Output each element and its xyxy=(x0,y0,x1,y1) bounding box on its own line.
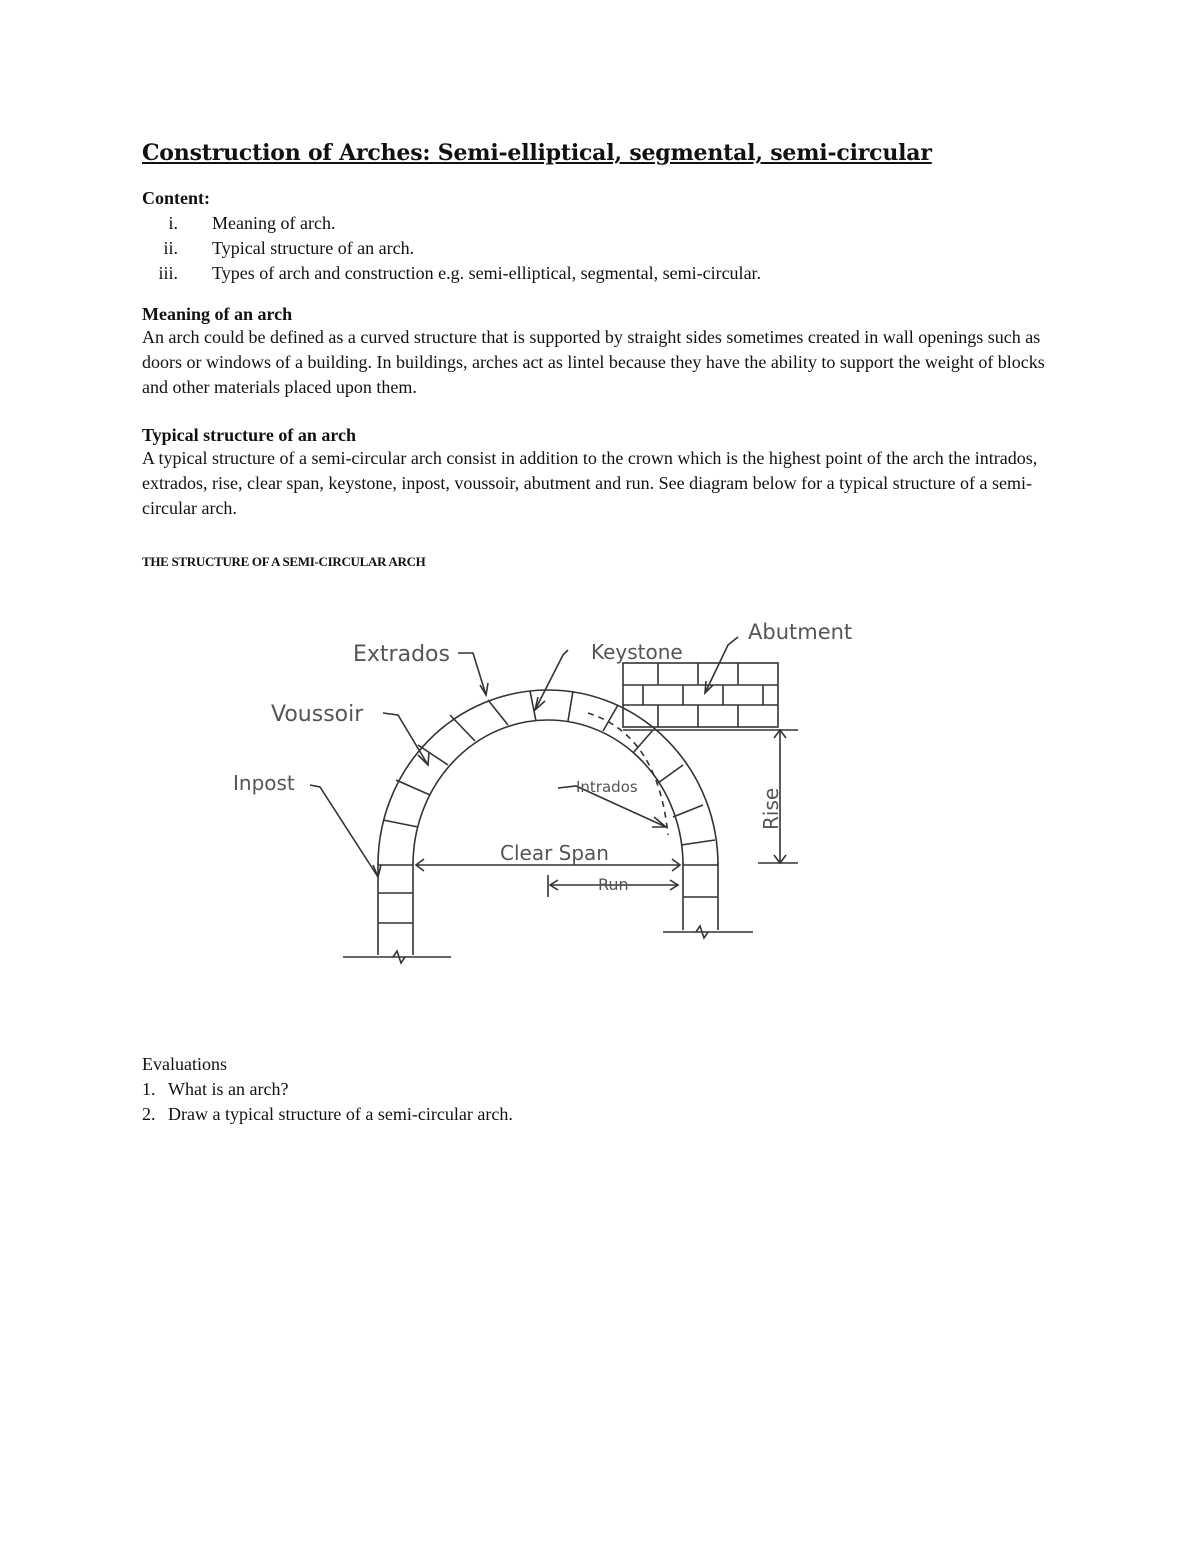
list-item-text: Types of arch and construction e.g. semi-elliptical, segmental, semi-circular. xyxy=(212,263,762,283)
evaluations-title: Evaluations xyxy=(142,1054,227,1074)
list-item xyxy=(142,261,1062,286)
label-clear-span: Clear Span xyxy=(500,841,609,865)
list-item-number: i. xyxy=(168,213,178,233)
structure-paragraph: A typical structure of a semi-circular arch consist in addition to the crown which is the highest point of the arch the intrados, extrados, rise, clear span, keystone, inpost, voussoir, abutment and run. See diagram below for a typical structure of a semi-circular arch. xyxy=(142,448,1038,518)
document-title: Construction of Arches: Semi-elliptical, segmental, semi-circular xyxy=(142,140,932,166)
label-extrados: Extrados xyxy=(353,642,450,667)
arch-diagram xyxy=(218,605,868,995)
list-item xyxy=(142,1102,513,1127)
list-item-text: Draw a typical structure of a semi-circular arch. xyxy=(168,1104,513,1124)
abutment-brickwork xyxy=(623,663,778,727)
list-item-number: ii. xyxy=(163,238,178,258)
document-body xyxy=(142,140,1062,570)
evaluations-section xyxy=(142,1052,513,1127)
list-item-text: Typical structure of an arch. xyxy=(212,238,415,258)
evaluations-list xyxy=(142,1077,513,1127)
label-keystone: Keystone xyxy=(591,640,683,664)
list-item-number: iii. xyxy=(158,263,178,283)
list-item xyxy=(142,211,1062,236)
meaning-paragraph: An arch could be defined as a curved structure that is supported by straight sides sometimes created in wall openings such as doors or windows of a building. In buildings, arches act as lintel because they have the ability to support the weight of blocks and other materials placed upon them. xyxy=(142,327,1045,397)
structure-heading: Typical structure of an arch xyxy=(142,425,356,445)
label-abutment: Abutment xyxy=(748,620,853,644)
list-item-text: Meaning of arch. xyxy=(212,213,336,233)
diagram-caption: THE STRUCTURE OF A SEMI-CIRCULAR ARCH xyxy=(142,554,426,569)
label-run: Run xyxy=(598,875,629,894)
list-item xyxy=(142,236,1062,261)
list-item xyxy=(142,1077,513,1102)
label-inpost: Inpost xyxy=(233,771,295,795)
content-list xyxy=(142,211,1062,286)
label-rise: Rise xyxy=(759,787,783,830)
list-item-number: 2. xyxy=(142,1104,156,1124)
meaning-heading: Meaning of an arch xyxy=(142,304,293,324)
label-intrados: Intrados xyxy=(576,778,638,796)
content-label: Content: xyxy=(142,188,210,208)
list-item-text: What is an arch? xyxy=(168,1079,289,1099)
label-voussoir: Voussoir xyxy=(271,702,364,727)
list-item-number: 1. xyxy=(142,1079,156,1099)
